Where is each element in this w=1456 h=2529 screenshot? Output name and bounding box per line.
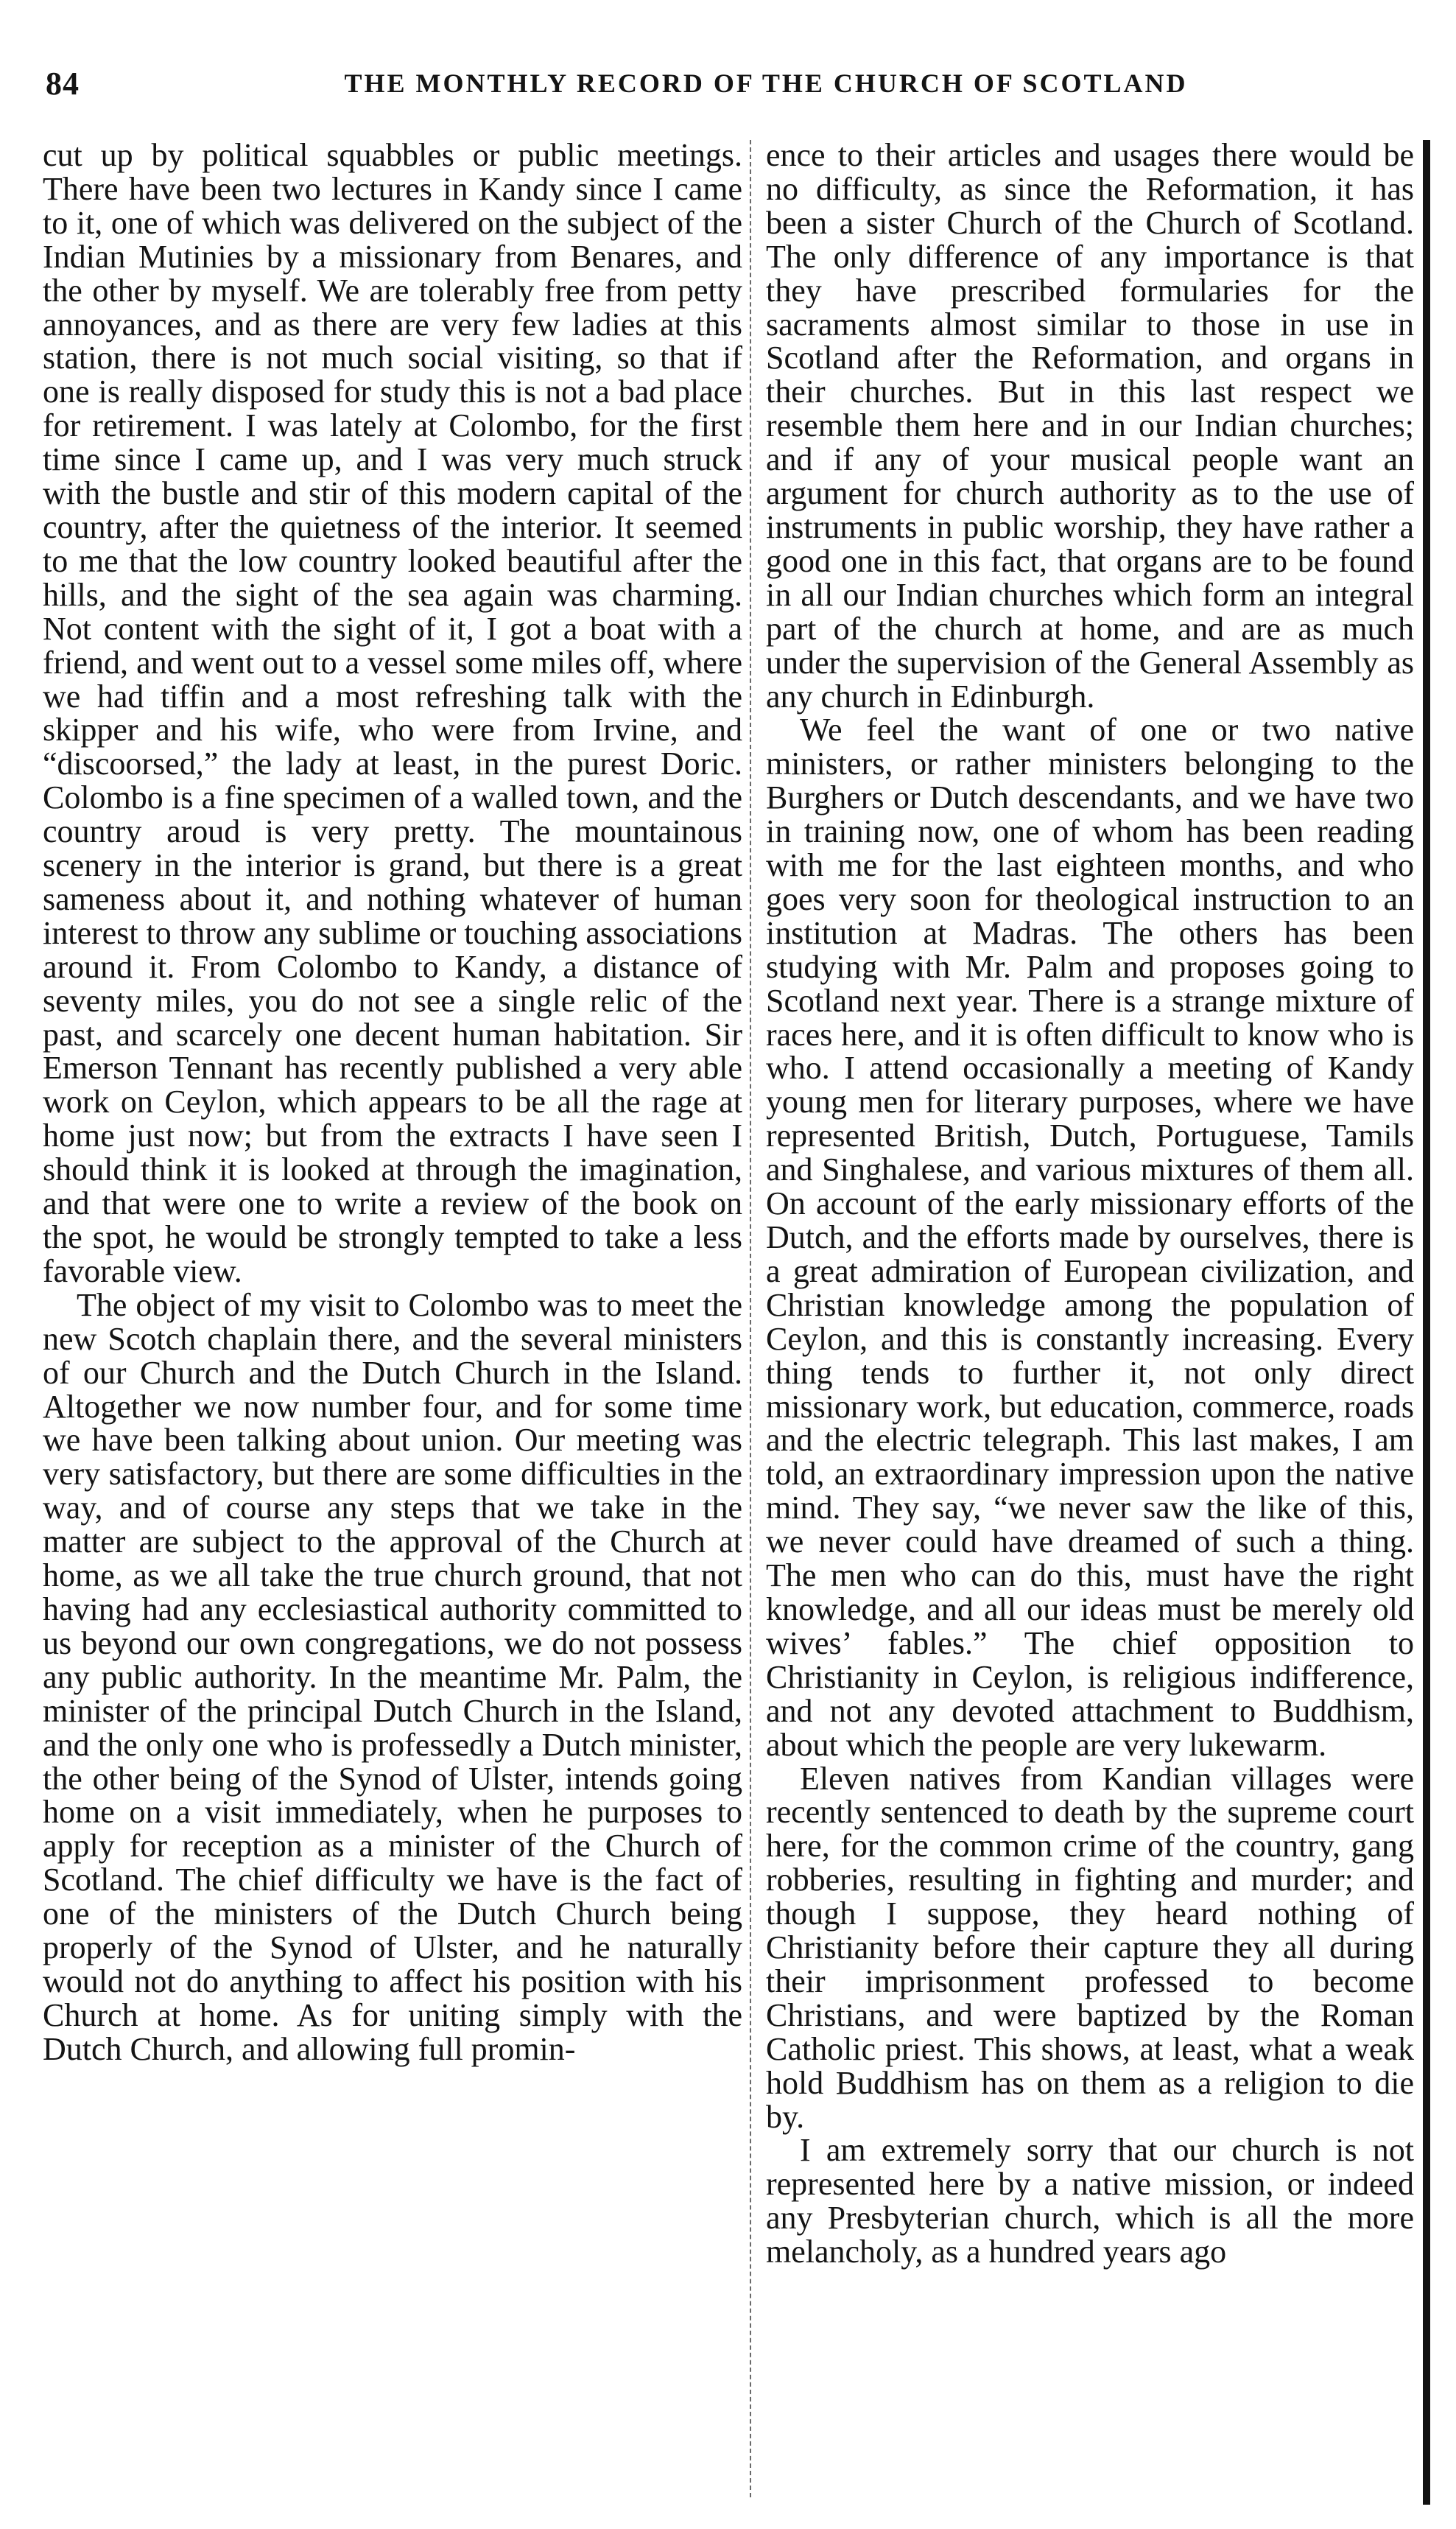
right-paragraph: Eleven natives from Kandian villages were recently sentenced to death by the supreme court here, for the common crime of the country, gang robberies, resulting in fighting and murder; and though I suppose, they heard nothing of Christianity before their capture they all during their imprisonment professed to become Christians, and were baptized by the Roman Catholic priest. This shows, at least, what a weak hold Buddhism has on them as a religion to die by.	[766, 1760, 1414, 2135]
left-paragraph: cut up by political squabbles or public meetings. There have been two lectures in Kandy since I came to it, one of which was delivered on the subject of the Indian Mutinies by a missionary from Benares, and the other by myself. We are tolerably free from petty annoyances, and as there are very few ladies at this station, there is not much social visiting, so that if one is really disposed for study this is not a bad place for retirement. I was lately at Colombo, for the first time since I came up, and I was very much struck with the bustle and stir of this modern capital of the country, after the quietness of the interior. It seemed to me that the low country looked beautiful after the hills, and the sight of the sea again was charming. Not content with the sight of it, I got a boat with a friend, and went out to a vessel some miles off, where we had tiffin and a most refreshing talk with the skipper and his wife, who were from Irvine, and “discoorsed,” the lady at least, in the purest Doric. Colombo is a fine specimen of a walled town, and the country aroud is very pretty. The mountainous scenery in the interior is grand, but there is a great sameness about it, and nothing whatever of human interest to throw any sublime or touching associations around it. From Colombo to Kandy, a distance of seventy miles, you do not see a single relic of the past, and scarcely one decent human habitation. Sir Emerson Tennant has recently published a very able work on Ceylon, which appears to be all the rage at home just now; but from the extracts I have seen I should think it is looked at through the imagination, and that were one to write a review of the book on the spot, he would be strongly tempted to take a less favorable view.	[43, 138, 742, 1289]
right-paragraph: We feel the want of one or two native ministers, or rather ministers belonging to the Burghers or Dutch descendants, and we have two in training now, one of whom has been reading with me for the last eighteen months, and who goes very soon for theological instruction to an institution at Madras. The others has been studying with Mr. Palm and proposes going to Scotland next year. There is a strange mixture of races here, and it is often difficult to know who is who. I attend occasionally a meeting of Kandy young men for literary purposes, where we have represented British, Dutch, Portuguese, Tamils and Singhalese, and various mixtures of them all. On account of the early missionary efforts of the Dutch, and the efforts made by ourselves, there is a great admiration of European civilization, and Christian knowledge among the population of Ceylon, and this is constantly increasing. Every thing tends to further it, not only direct missionary work, but education, commerce, roads and the electric telegraph. This last makes, I am told, an extraordinary impression upon the native mind. They say, “we never saw the like of this, we never could have dreamed of such a thing. The men who can do this, must have the right knowledge, and all our ideas must be merely old wives’ fables.” The chief opposition to Christianity in Ceylon, is religious indifference, and not any devoted attachment to Buddhism, about which the people are very lukewarm.	[766, 712, 1414, 1763]
running-title: THE MONTHLY RECORD OF THE CHURCH OF SCOTLAND	[344, 69, 1188, 98]
right-paragraph: I am extremely sorry that our church is not represented here by a native mission, or indeed any Presbyterian church, which is all the more melancholy, as a hundred years ago	[766, 2132, 1414, 2270]
left-column	[43, 138, 742, 2505]
right-column	[766, 138, 1414, 2505]
page-number: 84	[46, 66, 80, 102]
binding-shadow	[1423, 140, 1430, 2505]
left-paragraph: The object of my visit to Colombo was to meet the new Scotch chaplain there, and the several ministers of our Church and the Dutch Church in the Island. Altogether we now number four, and for some time we have been talking about union. Our meeting was very satisfactory, but there are some difficulties in the way, and of course any steps that we take in the matter are subject to the approval of the Church at home, as we all take the true church ground, that not having had any ecclesiastical authority committed to us beyond our own congregations, we do not possess any public authority. In the meantime Mr. Palm, the minister of the principal Dutch Church in the Island, and the only one who is professedly a Dutch minister, the other being of the Synod of Ulster, intends going home on a visit immediately, when he purposes to apply for reception as a minister of the Church of Scotland. The chief difficulty we have is the fact of one of the ministers of the Dutch Church being properly of the Synod of Ulster, and he naturally would not do anything to affect his position with his Church at home. As for uniting simply with the Dutch Church, and allowing full promin-	[43, 1286, 742, 2067]
column-divider	[750, 140, 751, 2497]
right-paragraph: ence to their articles and usages there would be no difficulty, as since the Reformation, it has been a sister Church of the Church of Scotland. The only difference of any importance is that they have prescribed formularies for the sacraments almost similar to those in use in Scotland after the Reformation, and organs in their churches. But in this last respect we resemble them here and in our Indian churches; and if any of your musical people want an argument for church authority as to the use of instruments in public worship, they have rather a good one in this fact, that organs are to be found in all our Indian churches which form an integral part of the church at home, and are as much under the supervision of the General Assembly as any church in Edinburgh.	[766, 138, 1414, 715]
page-header	[0, 0, 1456, 144]
